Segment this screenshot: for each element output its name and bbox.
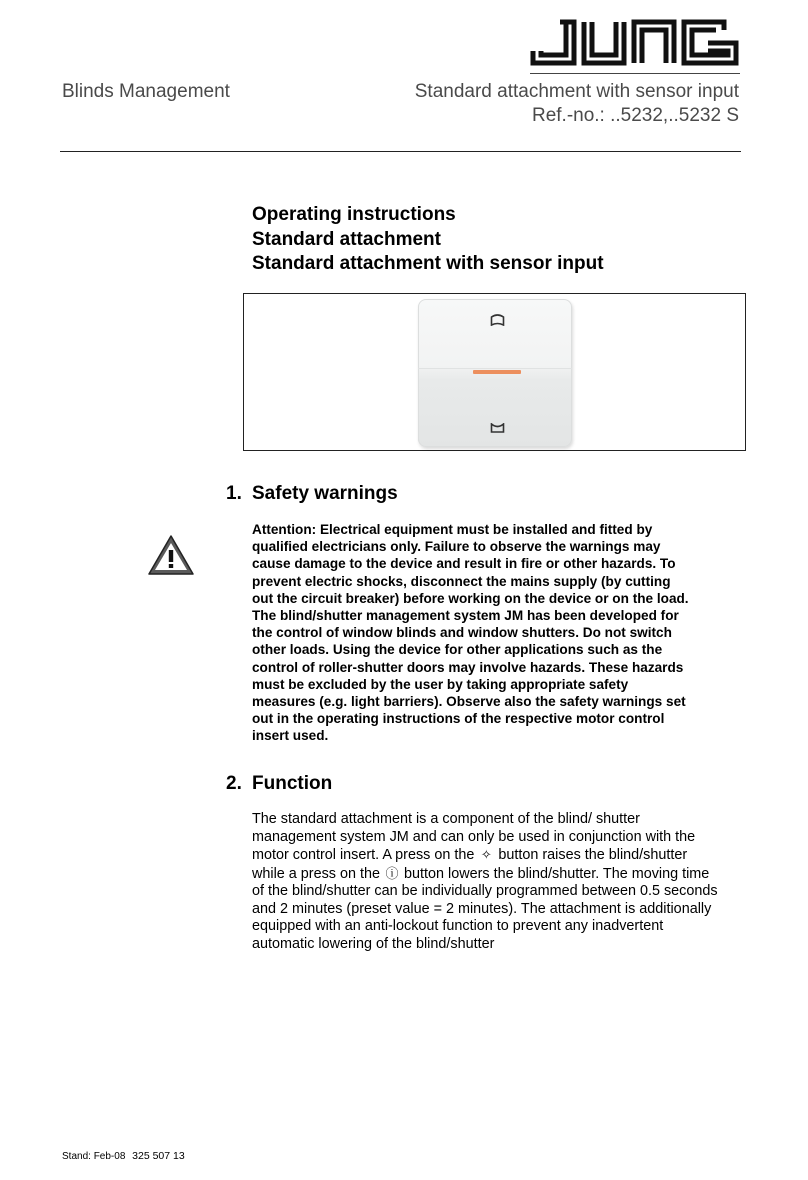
warning-triangle-icon — [147, 534, 195, 576]
warning-line: out in the operating instructions of the respective motor control — [252, 711, 665, 727]
function-text: motor control insert. A press on the — [252, 847, 475, 863]
function-line: and 2 minutes (preset value = 2 minutes). The attachment is additionally — [252, 900, 712, 917]
warning-line: other loads. Using the device for other applications such as the — [252, 642, 663, 658]
blind-down-icon — [490, 423, 505, 435]
warning-line: The blind/shutter management system JM has been developed for — [252, 608, 679, 624]
header-ref-number: Ref.-no.: ..5232,..5232 S — [531, 105, 739, 126]
logo-underline — [530, 73, 740, 74]
led-indicator-bar — [473, 370, 521, 374]
section-1-number: 1. — [226, 483, 242, 504]
title-line-3: Standard attachment with sensor input — [252, 253, 604, 274]
title-line-2: Standard attachment — [252, 229, 441, 250]
function-line: automatic lowering of the blind/shutter — [252, 935, 495, 952]
warning-line: control of roller-shutter doors may involve hazards. These hazards — [252, 659, 684, 675]
warning-line: qualified electricians only. Failure to observe the warnings may — [252, 539, 661, 555]
product-image-frame — [243, 293, 746, 451]
warning-line: insert used. — [252, 728, 329, 744]
warning-line: Attention: Electrical equipment must be installed and fitted by — [252, 522, 653, 537]
lower-button-icon: ⓘ — [385, 865, 399, 881]
header-product-name: Standard attachment with sensor input — [414, 81, 739, 102]
jung-logo — [530, 17, 740, 69]
function-line — [252, 865, 742, 884]
warning-line: must be excluded by the user by taking appropriate safety — [252, 676, 629, 692]
rocker-divider — [418, 368, 572, 369]
function-text: button raises the blind/shutter — [498, 847, 688, 863]
function-line: of the blind/shutter can be individually programmed between 0.5 seconds — [252, 883, 718, 899]
warning-line: prevent electric shocks, disconnect the mains supply (by cutting — [252, 573, 671, 589]
switch-plate-illustration — [418, 299, 572, 447]
warning-line: the control of window blinds and window shutters. Do not switch — [252, 625, 672, 641]
footer — [62, 1150, 185, 1162]
function-line — [252, 846, 742, 865]
function-line: The standard attachment is a component of the blind/ shutter — [252, 811, 640, 827]
blind-up-icon — [490, 314, 505, 326]
section-2-title: Function — [252, 773, 333, 794]
footer-document-code: 325 507 13 — [132, 1150, 185, 1162]
warning-line: cause damage to the device and result in fire or other hazards. To — [252, 556, 676, 572]
title-line-1: Operating instructions — [252, 204, 456, 225]
footer-stand-date: Stand: Feb-08 — [62, 1151, 126, 1162]
safety-warning-text — [252, 521, 738, 745]
function-line: equipped with an anti-lockout function to prevent any inadvertent — [252, 918, 664, 934]
warning-line: out the circuit breaker) before working on the device or on the load. — [252, 590, 689, 606]
function-text: button lowers the blind/shutter. The moving time — [404, 865, 710, 882]
jung-logo-graphic — [530, 17, 740, 69]
function-line: management system JM and can only be used in conjunction with the — [252, 828, 696, 845]
warning-line: measures (e.g. light barriers). Observe also the safety warnings set — [252, 694, 686, 710]
section-1-title: Safety warnings — [252, 483, 398, 504]
function-text: while a press on the — [252, 865, 380, 882]
section-2-number: 2. — [226, 773, 242, 794]
header-rule — [60, 151, 741, 152]
header-section-label: Blinds Management — [62, 81, 230, 102]
raise-button-icon: ✧ — [480, 847, 492, 862]
function-description — [252, 811, 742, 953]
